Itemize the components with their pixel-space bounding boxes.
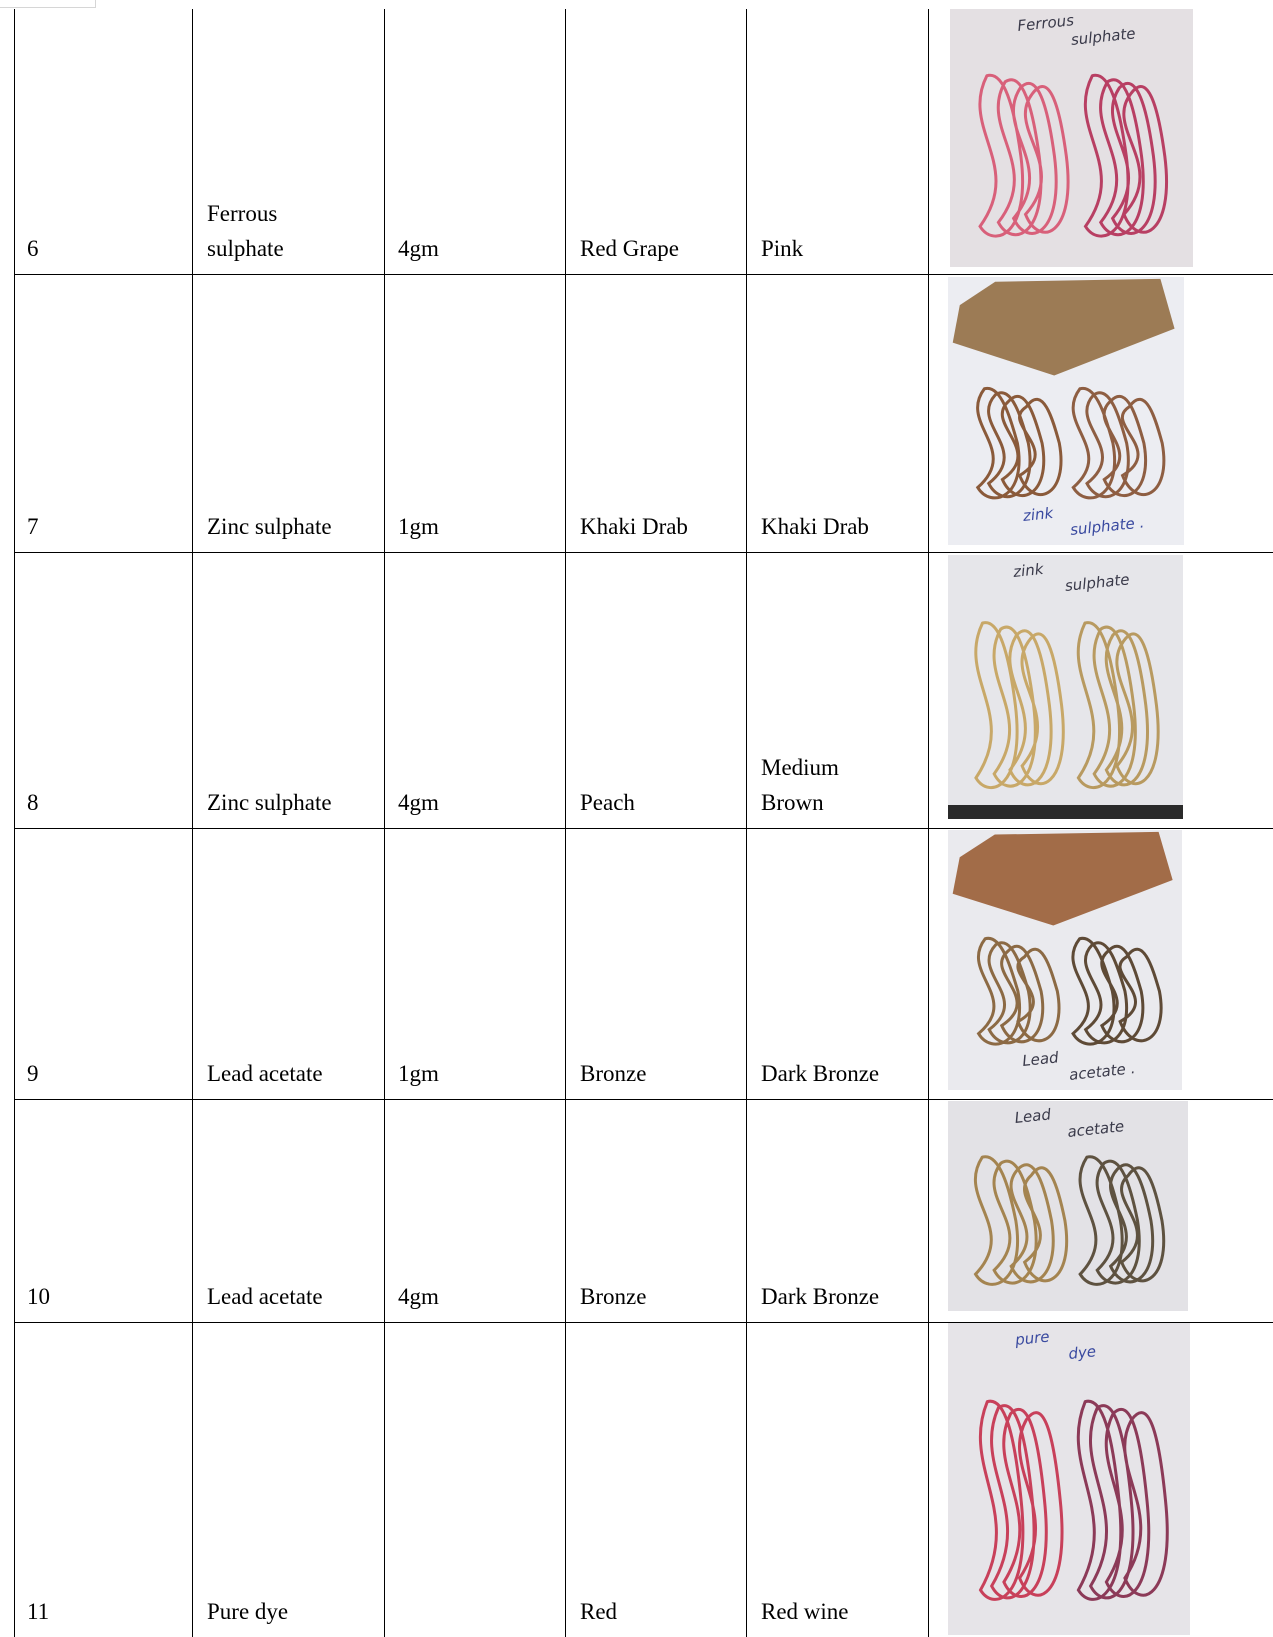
row-divider — [14, 828, 1273, 829]
shade-post-mordanting: Dark Bronze — [761, 1061, 880, 1086]
row-number: 6 — [27, 236, 39, 261]
shade-post-mordanting: Khaki Drab — [761, 514, 869, 539]
shade-post-mordanting: Pink — [761, 236, 804, 261]
row-number: 7 — [27, 514, 39, 539]
mordant-concentration: 4gm — [398, 790, 439, 815]
column-divider — [14, 9, 15, 1637]
sample-photo — [950, 9, 1193, 267]
shade-pre-mordanting: Red Grape — [580, 236, 679, 261]
mordant-name: Lead acetate — [207, 1061, 323, 1086]
handwritten-label: sulphate . — [1069, 513, 1146, 539]
handwritten-label: Ferrous — [1016, 11, 1075, 35]
mordant-name: Zinc sulphate — [207, 514, 332, 539]
photo-edge-shadow — [948, 805, 1183, 819]
handwritten-label: acetate — [1066, 1117, 1125, 1141]
mordant-concentration: 1gm — [398, 1061, 439, 1086]
shade-post-mordanting: Dark Bronze — [761, 1284, 880, 1309]
shade-pre-mordanting: Bronze — [580, 1284, 647, 1309]
row-number: 8 — [27, 790, 39, 815]
row-divider — [14, 274, 1273, 275]
page-corner-marker — [0, 0, 96, 8]
handwritten-label: sulphate — [1064, 570, 1131, 595]
shade-pre-mordanting: Bronze — [580, 1061, 647, 1086]
sample-photo — [948, 277, 1184, 545]
shade-pre-mordanting: Khaki Drab — [580, 514, 688, 539]
row-number: 9 — [27, 1061, 39, 1086]
shade-pre-mordanting: Peach — [580, 790, 635, 815]
handwritten-label: zink — [1012, 559, 1045, 581]
sample-photo — [948, 1323, 1190, 1635]
mordant-concentration: 4gm — [398, 1284, 439, 1309]
handwritten-label: dye — [1067, 1342, 1097, 1363]
row-number: 11 — [27, 1599, 50, 1624]
handwritten-label: pure — [1014, 1327, 1051, 1349]
handwritten-label: Lead — [1021, 1048, 1060, 1070]
shade-pre-mordanting: Red — [580, 1599, 618, 1624]
handwritten-label: sulphate — [1070, 24, 1137, 49]
column-divider — [565, 9, 566, 1637]
mordant-name: Ferrous — [207, 201, 278, 226]
row-number: 10 — [27, 1284, 50, 1309]
column-divider — [192, 9, 193, 1637]
column-divider — [746, 9, 747, 1637]
row-divider — [14, 1099, 1273, 1100]
mordant-name: Pure dye — [207, 1599, 289, 1624]
mordant-name: sulphate — [207, 236, 284, 261]
mordant-name: Zinc sulphate — [207, 790, 332, 815]
mordant-concentration: 1gm — [398, 514, 439, 539]
sample-photo — [948, 555, 1183, 819]
row-divider — [14, 552, 1273, 553]
handwritten-label: acetate . — [1068, 1059, 1137, 1084]
mordant-concentration: 4gm — [398, 236, 439, 261]
column-divider — [384, 9, 385, 1637]
sample-photo — [948, 1101, 1188, 1311]
shade-post-mordanting: Medium — [761, 755, 839, 780]
handwritten-label: zink — [1022, 503, 1055, 525]
handwritten-label: Lead — [1013, 1105, 1052, 1127]
shade-post-mordanting: Red wine — [761, 1599, 849, 1624]
mordant-name: Lead acetate — [207, 1284, 323, 1309]
column-divider — [928, 9, 929, 1637]
shade-post-mordanting: Brown — [761, 790, 824, 815]
sample-photo — [948, 830, 1182, 1090]
